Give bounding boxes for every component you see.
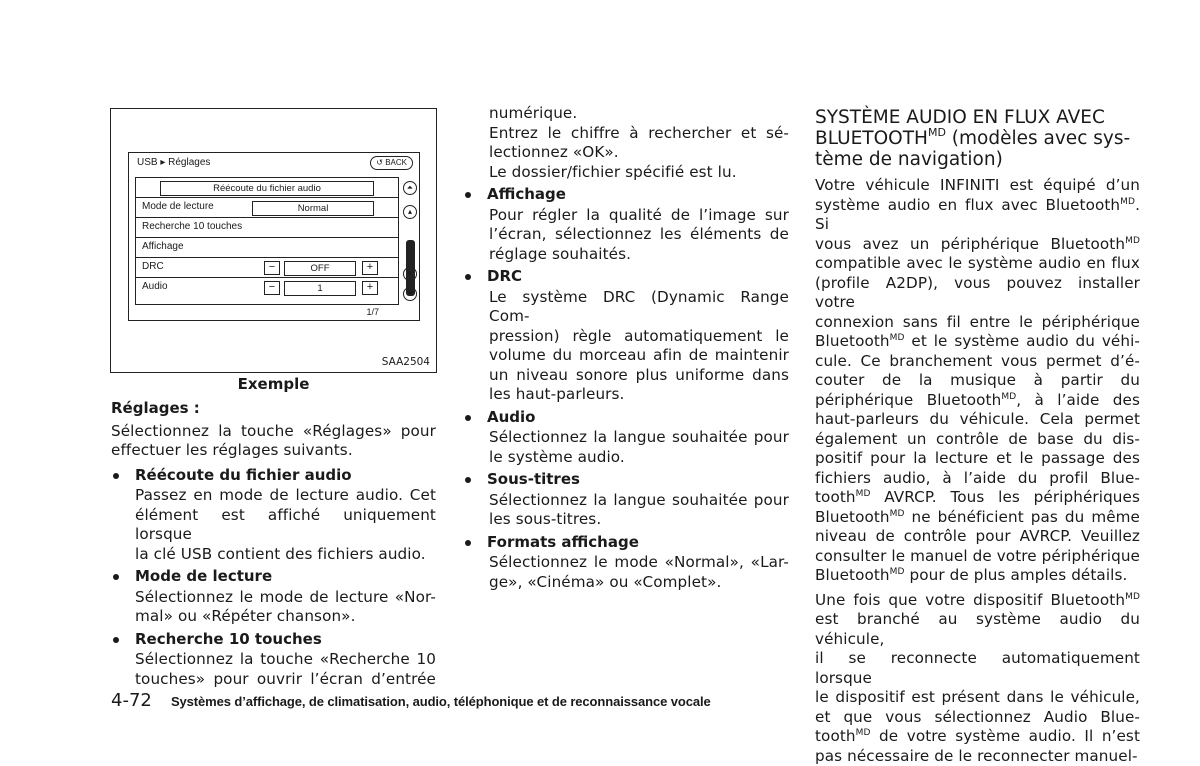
list-item-button: Réécoute du fichier audio: [160, 181, 374, 196]
text-run: Votre véhicule INFINITI est équipé d’un: [815, 176, 1140, 194]
paragraph: l’écran, sélectionnez les éléments de: [489, 225, 789, 245]
column-2: [465, 104, 789, 592]
paragraph: Passez en mode de lecture audio. Cet: [135, 486, 436, 506]
paragraph: un niveau sonore plus uniforme dans: [489, 366, 789, 386]
settings-list: [135, 177, 399, 305]
text-line: [815, 274, 1140, 313]
text-line: [815, 488, 1140, 508]
paragraph: Sélectionnez le mode de lecture «Nor-: [135, 588, 436, 608]
text-line: [815, 610, 1140, 649]
plus-icon: +: [362, 281, 378, 295]
text-line: [815, 727, 1140, 747]
text-line: [815, 547, 1140, 567]
section-title-line: tème de navigation): [815, 149, 1140, 170]
paragraph: Pour régler la qualité de l’image sur: [489, 206, 789, 226]
text-run: cule. Ce branchement vous permet d’é-: [815, 352, 1140, 370]
text-run: tooth: [815, 488, 856, 506]
superscript: MD: [1120, 197, 1135, 207]
example-figure: [110, 108, 437, 373]
text-run: il se reconnecte automatiquement lorsque: [815, 649, 1140, 687]
paragraph: le système audio.: [489, 448, 789, 468]
figure-caption: Exemple: [110, 375, 437, 393]
minus-icon: −: [264, 281, 280, 295]
paragraph: élément est affiché uniquement lorsque: [135, 506, 436, 545]
text-run: positif pour la lecture et le passage des: [815, 449, 1140, 467]
text-run: niveau de contrôle pour AVRCP. Veuillez: [815, 527, 1140, 545]
text-line: [815, 527, 1140, 547]
text-run: haut-parleurs du véhicule. Cela permet: [815, 410, 1140, 428]
back-button: ↺ BACK: [370, 156, 413, 170]
paragraph: pression) règle automatiquement le: [489, 327, 789, 347]
text-run: système audio en flux avec Bluetooth: [815, 196, 1120, 214]
list-item-label: Recherche 10 touches: [142, 221, 242, 232]
page-number: 4-72: [111, 690, 152, 711]
column-1: [111, 399, 436, 689]
text-line: [815, 254, 1140, 274]
bullet-title: Réécoute du fichier audio: [135, 466, 436, 486]
text-line: [815, 449, 1140, 469]
paragraph: [815, 176, 1140, 586]
list-item: [136, 218, 398, 238]
bullet-title: Formats affichage: [487, 533, 787, 553]
text-run: connexion sans fil entre le périphérique: [815, 313, 1140, 331]
text-run: compatible avec le système audio en flux: [815, 254, 1140, 272]
list-item-value: Normal: [252, 201, 374, 216]
text-line: [815, 235, 1140, 255]
bullet-title: Sous-titres: [487, 470, 787, 490]
text-run: ne bénéficient pas du même: [905, 508, 1140, 526]
section-title-part: (modèles avec sys-: [946, 128, 1130, 149]
page-up-icon: ⏶: [403, 181, 417, 195]
section-heading-text: Réglages :: [111, 399, 200, 417]
text-line: [815, 688, 1140, 708]
paragraph: Sélectionnez la touche «Réglages» pour: [111, 422, 436, 442]
text-run: Bluetooth: [815, 566, 890, 584]
paragraph: volume du morceau afin de maintenir: [489, 346, 789, 366]
screen-title: USB ▸ Réglages: [137, 157, 210, 168]
paragraph: Le système DRC (Dynamic Range Com-: [489, 288, 789, 327]
text-run: fichiers audio, à l’aide du profil Blue-: [815, 469, 1140, 487]
text-line: [815, 430, 1140, 450]
text-run: Une fois que votre dispositif Bluetooth: [815, 591, 1125, 609]
text-run: (profile A2DP), vous pouvez installer votre: [815, 274, 1140, 312]
text-run: , à l’aide des: [1016, 391, 1140, 409]
text-run: le dispositif est présent dans le véhicule,: [815, 688, 1140, 706]
paragraph: les haut-parleurs.: [489, 385, 789, 405]
paragraph: réglage souhaités.: [489, 245, 789, 265]
paragraph: la clé USB contient des fichiers audio.: [135, 545, 436, 565]
text-run: et le système audio du véhi-: [905, 332, 1140, 350]
superscript: MD: [890, 567, 905, 577]
bullet-title: Affichage: [487, 185, 787, 205]
text-run: pas nécessaire de le reconnecter manuel-: [815, 747, 1138, 765]
text-run: de votre système audio. Il n’est: [871, 727, 1140, 745]
paragraph: Sélectionnez la langue souhaitée pour: [489, 428, 789, 448]
text-run: AVRCP. Tous les périphériques: [871, 488, 1140, 506]
text-line: [815, 708, 1140, 728]
section-heading: [111, 399, 436, 419]
list-item: [136, 178, 398, 198]
text-run: également un contrôle de base du dis-: [815, 430, 1140, 448]
scroll-up-icon: ▴: [403, 205, 417, 219]
text-line: [815, 176, 1140, 196]
settings-screen: [128, 152, 420, 321]
footer: [111, 690, 711, 711]
list-item: [136, 198, 398, 218]
section-title-line: [815, 128, 1140, 149]
list-item-label: Mode de lecture: [142, 201, 214, 212]
text-run: consulter le manuel de votre périphérique: [815, 547, 1140, 565]
text-line: [815, 469, 1140, 489]
superscript: MD: [890, 333, 905, 343]
page-down-icon: ⏷: [403, 287, 417, 301]
text-run: est branché au système audio du véhicule,: [815, 610, 1140, 648]
figure-code: SAA2504: [382, 356, 430, 368]
list-item: [136, 238, 398, 258]
text-line: [815, 391, 1140, 411]
paragraph: effectuer les réglages suivants.: [111, 441, 436, 461]
superscript: MD: [1125, 592, 1140, 602]
column-3: [815, 107, 1140, 766]
text-line: [815, 508, 1140, 528]
superscript: MD: [890, 509, 905, 519]
paragraph: les sous-titres.: [489, 510, 789, 530]
text-line: [815, 649, 1140, 688]
list-item-value: 1: [284, 281, 356, 296]
paragraph: numérique.: [489, 104, 789, 124]
text-run: pour de plus amples détails.: [905, 566, 1128, 584]
paragraph: Sélectionnez le mode «Normal», «Lar-: [489, 553, 789, 573]
paragraph: ge», «Cinéma» ou «Complet».: [489, 573, 789, 593]
text-line: [815, 747, 1140, 766]
text-run: Bluetooth: [815, 332, 890, 350]
bullet-title: Recherche 10 touches: [135, 630, 436, 650]
paragraph: touches» pour ouvrir l’écran d’entrée: [135, 670, 436, 690]
list-item-label: DRC: [142, 261, 164, 272]
section-title-part: BLUETOOTH: [815, 128, 928, 149]
footer-title: Systèmes d’affichage, de climatisation, audio, téléphonique et de reconnaissance vocale: [171, 694, 711, 709]
superscript: MD: [1125, 236, 1140, 246]
page-indicator: 1/7: [366, 307, 379, 317]
superscript: MD: [1001, 392, 1016, 402]
list-item: [136, 258, 398, 278]
text-line: [815, 332, 1140, 352]
minus-icon: −: [264, 261, 280, 275]
text-line: [815, 591, 1140, 611]
text-line: [815, 410, 1140, 430]
bullet-title: Audio: [487, 408, 787, 428]
list-item-label: Audio: [142, 281, 168, 292]
list-item-label: Affichage: [142, 241, 184, 252]
text-run: tooth: [815, 727, 856, 745]
paragraph: Sélectionnez la langue souhaitée pour: [489, 491, 789, 511]
text-run: et que vous sélectionnez Audio Blue-: [815, 708, 1140, 726]
paragraph: Entrez le chiffre à rechercher et sé-: [489, 124, 789, 144]
text-line: [815, 196, 1140, 235]
bullet-title: Mode de lecture: [135, 567, 436, 587]
section-title-line: SYSTÈME AUDIO EN FLUX AVEC: [815, 107, 1140, 128]
superscript: MD: [928, 126, 946, 139]
text-line: [815, 371, 1140, 391]
scroll-down-icon: ▾: [403, 267, 417, 281]
text-run: . Si: [815, 196, 1140, 234]
back-label: BACK: [385, 158, 407, 167]
text-run: périphérique Bluetooth: [815, 391, 1001, 409]
bullet-title: DRC: [487, 267, 787, 287]
text-run: vous avez un périphérique Bluetooth: [815, 235, 1125, 253]
list-item: [136, 278, 398, 298]
superscript: MD: [856, 728, 871, 738]
paragraph: lectionnez «OK».: [489, 143, 789, 163]
paragraph: Sélectionnez la touche «Recherche 10: [135, 650, 436, 670]
list-item-value: OFF: [284, 261, 356, 276]
paragraph: mal» ou «Répéter chanson».: [135, 607, 436, 627]
text-line: [815, 566, 1140, 586]
paragraph: Le dossier/fichier spécifié est lu.: [489, 163, 789, 183]
paragraph: [815, 591, 1140, 766]
plus-icon: +: [362, 261, 378, 275]
text-line: [815, 352, 1140, 372]
text-line: [815, 313, 1140, 333]
text-run: Bluetooth: [815, 508, 890, 526]
section-title: [815, 107, 1140, 170]
text-run: couter de la musique à partir du: [815, 371, 1140, 389]
superscript: MD: [856, 489, 871, 499]
